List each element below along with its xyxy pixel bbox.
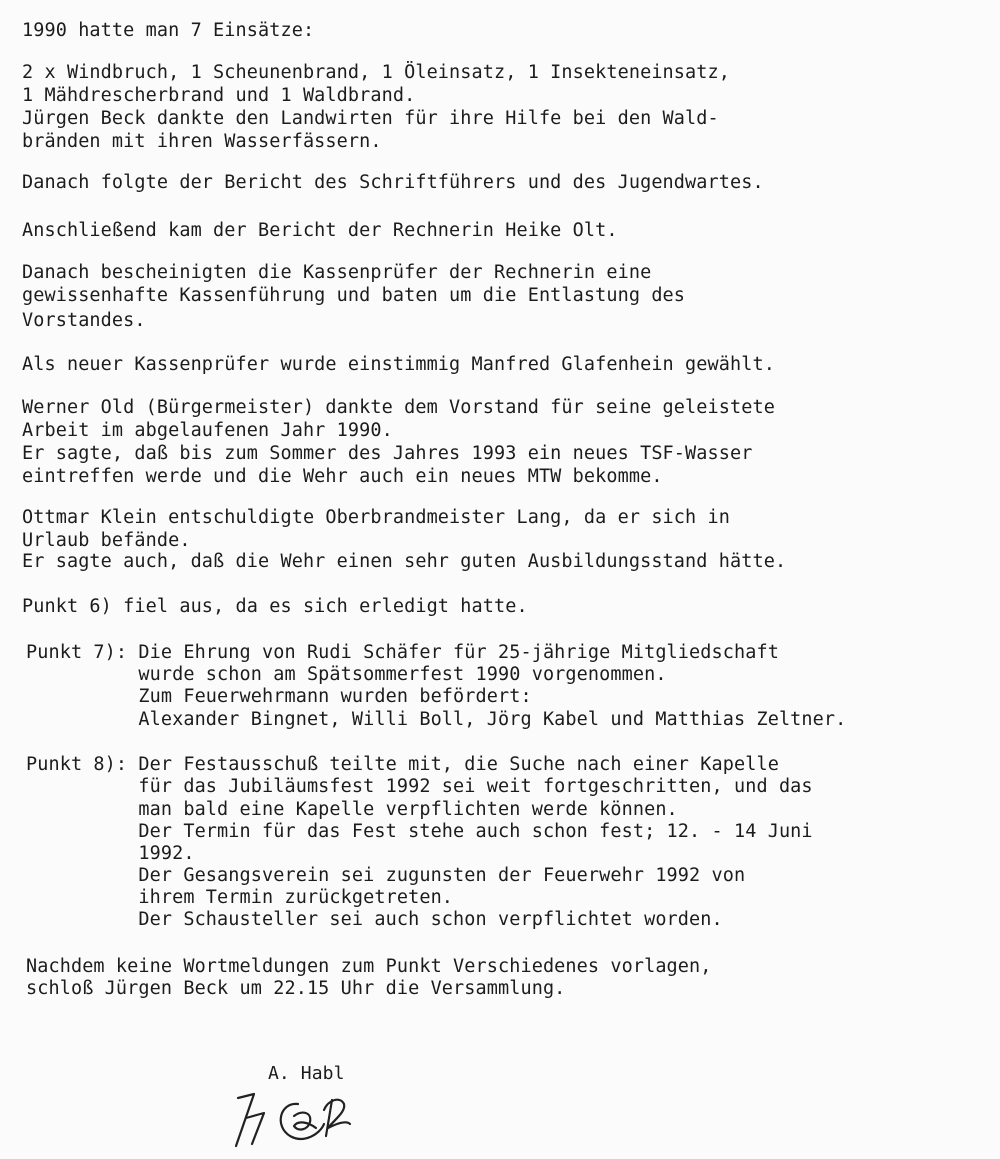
text-line: schloß Jürgen Beck um 22.15 Uhr die Versammlung. xyxy=(26,978,566,999)
text-line: Alexander Bingnet, Willi Boll, Jörg Kabel und Matthias Zeltner. xyxy=(26,709,847,730)
text-line: Werner Old (Bürgermeister) dankte dem Vorstand für seine geleistete xyxy=(22,397,775,418)
text-line: Er sagte, daß bis zum Sommer des Jahres 1993 ein neues TSF-Wasser xyxy=(22,443,753,464)
text-line: Anschließend kam der Bericht der Rechnerin Heike Olt. xyxy=(22,220,618,241)
text-line: Ottmar Klein entschuldigte Oberbrandmeister Lang, da er sich in xyxy=(22,507,730,528)
text-line: Punkt 6) fiel aus, da es sich erledigt hatte. xyxy=(22,596,528,617)
text-line: man bald eine Kapelle verpflichten werde können. xyxy=(26,799,678,820)
text-line: Danach bescheinigten die Kassenprüfer der Rechnerin eine xyxy=(22,262,652,283)
text-line: 1990 hatte man 7 Einsätze: xyxy=(22,20,315,41)
text-line: Punkt 7): Die Ehrung von Rudi Schäfer für 25-jährige Mitgliedschaft xyxy=(26,642,779,663)
text-line: Danach folgte der Bericht des Schriftführers und des Jugendwartes. xyxy=(22,172,764,193)
text-line: Der Gesangsverein sei zugunsten der Feuerwehr 1992 von xyxy=(26,865,746,886)
text-line: Der Termin für das Fest stehe auch schon fest; 12. - 14 Juni xyxy=(26,821,813,842)
text-line: Punkt 8): Der Festausschuß teilte mit, die Suche nach einer Kapelle xyxy=(26,754,779,775)
text-line: eintreffen werde und die Wehr auch ein neues MTW bekomme. xyxy=(22,466,663,487)
text-line: Als neuer Kassenprüfer wurde einstimmig Manfred Glafenhein gewählt. xyxy=(22,354,775,375)
text-line: Urlaub befände. xyxy=(22,530,191,551)
text-line: bränden mit ihren Wasserfässern. xyxy=(22,131,382,152)
text-line: wurde schon am Spätsommerfest 1990 vorgenommen. xyxy=(26,664,667,685)
handwritten-signature xyxy=(228,1080,378,1152)
signer-name: A. Habl xyxy=(268,1063,345,1084)
text-line: Der Schausteller sei auch schon verpflichtet worden. xyxy=(26,909,723,930)
text-line: Jürgen Beck dankte den Landwirten für ihre Hilfe bei den Wald- xyxy=(22,108,719,129)
text-line: gewissenhafte Kassenführung und baten um die Entlastung des xyxy=(22,285,686,306)
text-line: für das Jubiläumsfest 1992 sei weit fortgeschritten, und das xyxy=(26,776,813,797)
text-line: 1992. xyxy=(26,843,195,864)
text-line: ihrem Termin zurückgetreten. xyxy=(26,887,454,908)
text-line: 1 Mähdrescherbrand und 1 Waldbrand. xyxy=(22,85,416,106)
text-line: Vorstandes. xyxy=(22,310,146,331)
text-line: Nachdem keine Wortmeldungen zum Punkt Verschiedenes vorlagen, xyxy=(26,956,712,977)
text-line: Er sagte auch, daß die Wehr einen sehr guten Ausbildungsstand hätte. xyxy=(22,551,787,572)
text-line: 2 x Windbruch, 1 Scheunenbrand, 1 Öleinsatz, 1 Insekteneinsatz, xyxy=(22,62,730,83)
text-line: Arbeit im abgelaufenen Jahr 1990. xyxy=(22,420,393,441)
text-line: Zum Feuerwehrmann wurden befördert: xyxy=(26,686,532,707)
